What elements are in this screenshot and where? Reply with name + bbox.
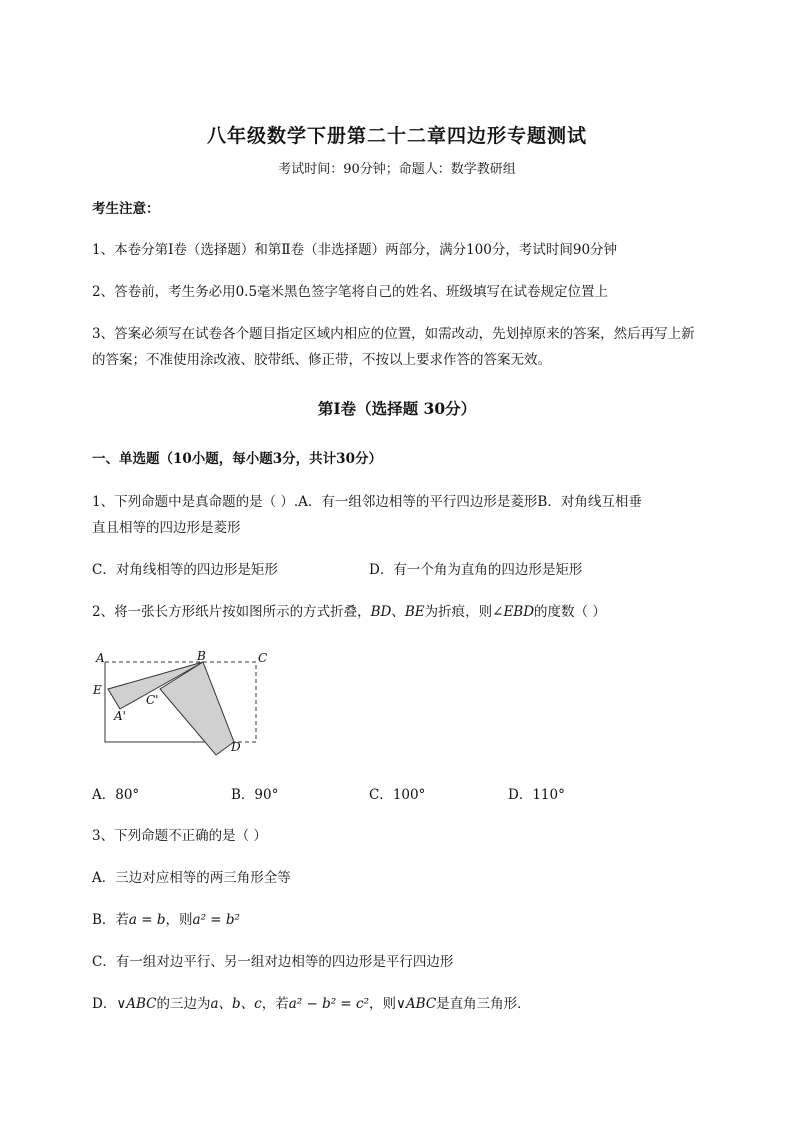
math-be: BE [404,604,425,620]
notice-heading: 考生注意： [92,201,160,217]
question-2-stem [92,599,606,625]
option-b-mid: ，则 [165,912,193,928]
question-2-stem-text: 2、将一张长方形纸片按如图所示的方式折叠， [92,604,371,620]
math-ebd: EBD [503,604,535,620]
label-c: C [258,651,268,665]
option-d-prefix: D．∨ [92,996,127,1012]
page-title: 八年级数学下册第二十二章四边形专题测试 [206,125,587,147]
option-d-suffix: 是直角三角形． [436,996,531,1012]
question-2-option-a: A．80° [92,787,140,803]
question-3-option-c: C．有一组对边平行、另一组对边相等的四边形是平行四边形 [92,954,454,970]
question-3-option-d [92,991,531,1017]
notice-item-1: 1、本卷分第I卷（选择题）和第Ⅱ卷（非选择题）两部分，满分100分，考试时间90分钟 [92,242,618,258]
label-c-prime: C' [146,693,159,707]
math-abc-2: ABC [405,996,437,1012]
label-d: D [231,740,241,754]
exam-info: 考试时间：90分钟；命题人：数学教研组 [278,162,516,177]
label-b: B [197,649,206,663]
part-one-title: 第I卷（选择题 30分） [317,399,477,418]
math-bd: BD [370,604,392,620]
question-2-stem-mid: 为折痕，则∠ [424,604,504,620]
question-2-option-c: C．100° [369,787,426,803]
question-2-separator: 、 [391,604,405,620]
question-1-option-d: D．有一个角为直角的四边形是矩形 [369,562,583,578]
question-3-option-b [92,907,240,933]
question-3-option-a: A．三边对应相等的两三角形全等 [92,870,291,886]
option-d-text-1: 的三边为 [156,996,211,1012]
option-b-prefix: B．若 [92,912,129,928]
question-2-stem-end: 的度数（ ） [534,604,606,620]
notice-item-2: 2、答卷前，考生务必用0.5毫米黑色签字笔将自己的姓名、班级填写在试卷规定位置上 [92,284,609,300]
label-a: A [96,651,105,665]
notice-item-3: 3、答案必须写在试卷各个题目指定区域内相应的位置，如需改动，先划掉原来的答案，然后再写上新 [92,326,695,342]
label-e: E [93,683,102,697]
math-a-equals-b: a = b [128,912,166,928]
question-1-line-2: 直且相等的四边形是菱形 [92,520,241,536]
question-3-stem: 3、下列命题不正确的是（ ） [92,828,267,844]
folding-figure [88,645,278,760]
question-2-option-b: B．90° [231,787,279,803]
section-heading: 一、单选题（10小题，每小题3分，共计30分） [92,451,382,467]
math-abc: ABC [126,996,157,1012]
option-d-text-3: ，则∨ [369,996,406,1012]
math-sides: a、b、c [210,996,262,1012]
option-d-text-2: ，若 [261,996,289,1012]
question-2-option-d: D．110° [508,787,565,803]
math-equation: a² − b² = c² [288,996,370,1012]
question-1-option-c: C．对角线相等的四边形是矩形 [92,562,278,578]
math-a-squared-equals-b-squared: a² = b² [192,912,240,928]
notice-item-3-continued: 的答案；不准使用涂改液、胶带纸、修正带，不按以上要求作答的答案无效。 [92,352,551,368]
question-1-line-1: 1、下列命题中是真命题的是（ ）.A．有一组邻边相等的平行四边形是菱形B．对角线互相垂 [92,494,642,510]
label-a-prime: A' [114,709,126,723]
